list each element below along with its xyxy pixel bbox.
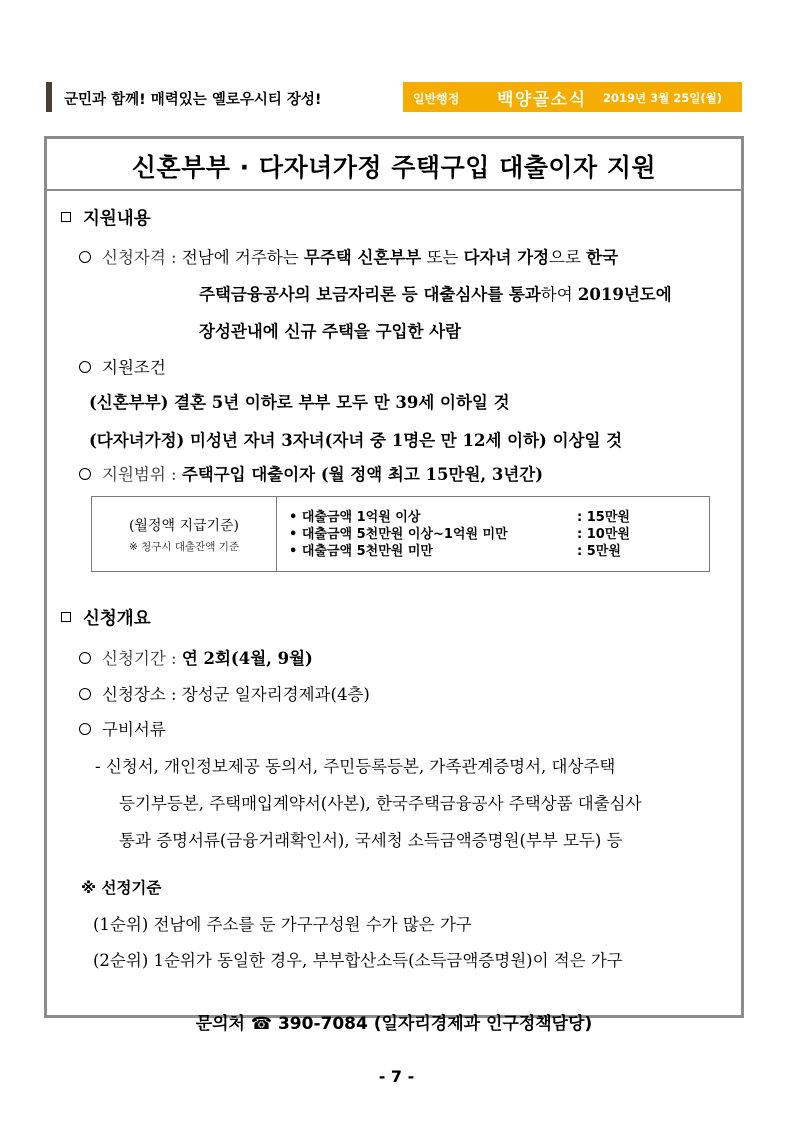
application-place-line: 신청장소 : 장성군 일자리경제과(4층) <box>79 681 370 705</box>
page-header <box>46 82 742 112</box>
article-title: 신혼부부 · 다자녀가정 주택구입 대출이자 지원 <box>131 153 657 182</box>
criteria-title: (월정액 지급기준) <box>128 517 240 534</box>
required-docs-line-2: 등기부등본, 주택매입계약서(사본), 한국주택금융공사 주택상품 대출심사 <box>119 794 642 813</box>
header-banner <box>403 82 742 112</box>
selection-rank-1: (1순위) 전남에 주소를 둔 가구구성원 수가 많은 가구 <box>93 915 472 934</box>
header-newsletter-title: 백양골소식 <box>497 90 587 110</box>
eligibility-line-1: 신청자격 : 전남에 거주하는 무주택 신혼부부 또는 다자녀 가정으로 한국 <box>79 244 618 268</box>
circle-bullet-icon <box>79 723 91 735</box>
criteria-row: • 대출금액 5천만원 미만 : 5만원 <box>289 543 621 559</box>
criteria-note: ※ 청구시 대출잔액 기준 <box>128 540 240 553</box>
conditions-label: 지원조건 <box>79 354 166 378</box>
circle-bullet-icon <box>79 652 91 664</box>
article-frame <box>44 136 744 1034</box>
header-slogan: 군민과 함께! 매력있는 옐로우시티 장성! <box>64 92 322 108</box>
contact-info: 문의처 ☎ 390-7084 (일자리경제과 인구정책담당) <box>195 1014 593 1034</box>
circle-bullet-icon <box>79 688 91 700</box>
header-date: 2019년 3월 25일(월) <box>603 91 722 105</box>
page-number: - 7 - <box>378 1067 415 1086</box>
condition-multichild: (다자녀가정) 미성년 자녀 3자녀(자녀 중 1명은 만 12세 이하) 이상일 것 <box>89 431 623 450</box>
required-docs-line-1: - 신청서, 개인정보제공 동의서, 주민등록등본, 가족관계증명서, 대상주택 <box>95 757 616 776</box>
required-docs-label: 구비서류 <box>79 716 166 740</box>
condition-newlywed: (신혼부부) 결혼 5년 이하로 부부 모두 만 39세 이하일 것 <box>89 393 510 412</box>
checkbox-bullet-icon <box>61 212 71 222</box>
application-period-line: 신청기간 : 연 2회(4월, 9월) <box>79 645 313 669</box>
criteria-label-cell <box>92 497 277 572</box>
circle-bullet-icon <box>79 251 91 263</box>
selection-rank-2: (2순위) 1순위가 동일한 경우, 부부합산소득(소득금액증명원)이 적은 가구 <box>93 951 623 970</box>
eligibility-line-2: 주택금융공사의 보금자리론 등 대출심사를 통과하여 2019년도에 <box>199 285 672 304</box>
checkbox-bullet-icon <box>61 612 71 622</box>
article-title-bar <box>47 139 741 191</box>
criteria-row: • 대출금액 1억원 이상 : 15만원 <box>289 509 630 525</box>
circle-bullet-icon <box>79 361 91 373</box>
header-accent-bar <box>46 82 52 112</box>
eligibility-line-3: 장성관내에 신규 주택을 구입한 사람 <box>199 322 462 341</box>
support-scope-line: 지원범위 : 주택구입 대출이자 (월 정액 최고 15만원, 3년간) <box>79 461 543 485</box>
section-application-heading: 신청개요 <box>61 605 151 630</box>
circle-bullet-icon <box>79 468 91 480</box>
criteria-row: • 대출금액 5천만원 이상~1억원 미만 : 10만원 <box>289 526 630 542</box>
criteria-values-cell <box>277 497 710 572</box>
payment-criteria-table <box>91 496 710 572</box>
header-category: 일반행정 <box>413 92 460 106</box>
section-support-heading: 지원내용 <box>61 205 151 230</box>
selection-criteria-heading: ※ 선정기준 <box>81 879 162 897</box>
required-docs-line-3: 통과 증명서류(금융거래확인서), 국세청 소득금액증명원(부부 모두) 등 <box>119 831 623 850</box>
